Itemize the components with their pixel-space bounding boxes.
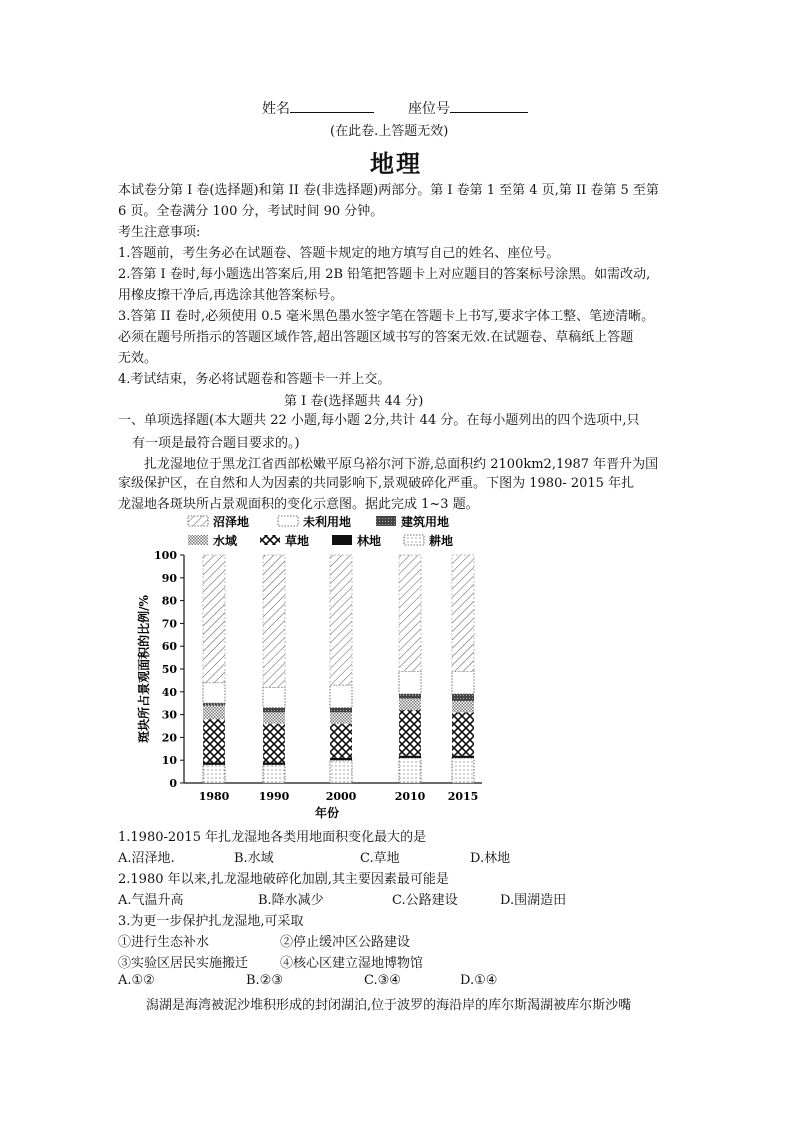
bar-segment bbox=[330, 708, 352, 713]
y-tick-label: 30 bbox=[161, 708, 177, 722]
x-tick-label: 1980 bbox=[198, 790, 230, 803]
x-tick-label: 2000 bbox=[325, 790, 357, 803]
bar-segment bbox=[399, 671, 421, 694]
bar-segment bbox=[203, 719, 225, 762]
section-instr-1: 一、单项选择题(本大题共 22 小题,每小题 2分,共计 44 分。在每小题列出的四个选项中,只 bbox=[118, 413, 640, 428]
q3-item-4: ④核心区建立湿地博物馆 bbox=[280, 956, 424, 971]
x-axis-label: 年份 bbox=[314, 806, 340, 820]
passage1-line-3: 龙湿地各斑块所占景观面积的变化示意图。据此完成 1~3 题。 bbox=[118, 497, 479, 512]
legend-label: 未利用地 bbox=[303, 515, 352, 529]
bar-segment bbox=[330, 724, 352, 758]
y-tick-label: 10 bbox=[161, 754, 177, 768]
chart-axes bbox=[136, 549, 482, 820]
bar-segment bbox=[452, 712, 474, 755]
question-2: 2.1980 年以来,扎龙湿地破碎化加剧,其主要因素最可能是 bbox=[118, 872, 449, 887]
rule-3a: 3.答第 II 卷时,必须使用 0.5 毫米黑色墨水签字笔在答题卡上书写,要求字体工整、笔迹清晰。 bbox=[118, 309, 655, 324]
bar-segment bbox=[263, 708, 285, 713]
intro-line-1: 本试卷分第 I 卷(选择题)和第 II 卷(非选择题)两部分。第 I 卷第 1 至第 4 页,第 II 卷第 5 至第 bbox=[118, 183, 659, 198]
bar-segment bbox=[203, 765, 225, 783]
seat-field bbox=[408, 98, 528, 118]
x-tick-label: 1990 bbox=[258, 790, 290, 803]
y-tick-label: 90 bbox=[161, 571, 177, 585]
bar-segment bbox=[452, 555, 474, 671]
bar-stack bbox=[203, 555, 225, 783]
bar-segment bbox=[330, 760, 352, 783]
exam-title: 地理 bbox=[370, 149, 422, 178]
stacked-bar-chart bbox=[130, 512, 490, 824]
q3-option-c[interactable]: C.③④ bbox=[364, 973, 401, 988]
bar-stack bbox=[452, 555, 474, 783]
bar-segment bbox=[330, 758, 352, 760]
bar-stack bbox=[263, 555, 285, 783]
y-tick-label: 40 bbox=[161, 685, 177, 699]
legend-swatch bbox=[188, 516, 208, 526]
bar-segment bbox=[263, 762, 285, 764]
bar-segment bbox=[263, 724, 285, 763]
y-tick-label: 20 bbox=[161, 731, 177, 745]
q3-option-b[interactable]: B.②③ bbox=[246, 973, 283, 988]
y-tick-label: 50 bbox=[161, 663, 177, 676]
name-blank bbox=[290, 98, 374, 113]
bar-segment bbox=[452, 671, 474, 694]
bar-segment bbox=[399, 758, 421, 783]
bar-segment bbox=[452, 756, 474, 758]
q2-option-d[interactable]: D.围湖造田 bbox=[500, 893, 567, 908]
q1-option-a[interactable]: A.沼泽地. bbox=[118, 851, 175, 866]
bar-stack bbox=[399, 555, 421, 783]
legend-swatch bbox=[260, 535, 280, 545]
q3-item-1: ①进行生态补水 bbox=[118, 935, 210, 950]
question-1: 1.1980-2015 年扎龙湿地各类用地面积变化最大的是 bbox=[118, 830, 427, 845]
q1-option-b[interactable]: B.水域 bbox=[234, 851, 274, 866]
q3-item-3: ③实验区居民实施搬迁 bbox=[118, 956, 249, 971]
bar-segment bbox=[452, 758, 474, 783]
q3-option-a[interactable]: A.①② bbox=[118, 973, 155, 988]
bar-segment bbox=[330, 712, 352, 723]
bar-stack bbox=[330, 555, 352, 783]
bar-segment bbox=[263, 555, 285, 687]
rule-2b: 用橡皮擦干净后,再选涂其他答案标号。 bbox=[118, 288, 344, 303]
section-instr-2: 有一项是最符合题目要求的。) bbox=[132, 436, 300, 451]
rule-3b: 必须在题号所指示的答题区域作答,超出答题区域书写的答案无效.在试题卷、草稿纸上答题 bbox=[118, 330, 634, 345]
x-tick-label: 2015 bbox=[447, 790, 479, 803]
legend-swatch bbox=[278, 516, 298, 526]
legend-label: 建筑用地 bbox=[401, 515, 450, 529]
bar-segment bbox=[203, 762, 225, 764]
bar-segment bbox=[203, 705, 225, 719]
q2-option-a[interactable]: A.气温升高 bbox=[118, 893, 184, 908]
y-tick-label: 70 bbox=[161, 617, 177, 631]
chart-legend bbox=[188, 514, 453, 548]
bar-segment bbox=[399, 710, 421, 756]
q3-item-2: ②停止缓冲区公路建设 bbox=[280, 935, 411, 950]
y-tick-label: 60 bbox=[161, 640, 177, 654]
legend-label: 水域 bbox=[213, 534, 238, 548]
legend-label: 耕地 bbox=[429, 534, 454, 548]
legend-swatch bbox=[332, 535, 352, 545]
x-tick-label: 2010 bbox=[394, 790, 426, 803]
y-tick-label: 100 bbox=[154, 549, 177, 562]
seat-blank bbox=[450, 98, 528, 113]
q2-option-b[interactable]: B.降水减少 bbox=[258, 893, 324, 908]
section-heading: 第 I 卷(选择题共 44 分) bbox=[284, 394, 424, 409]
bar-segment bbox=[203, 683, 225, 704]
bar-segment bbox=[452, 694, 474, 701]
bar-segment bbox=[263, 687, 285, 708]
seat-label: 座位号 bbox=[408, 101, 450, 117]
rule-3c: 无效。 bbox=[118, 351, 158, 366]
intro-line-2: 6 页。全卷满分 100 分，考试时间 90 分钟。 bbox=[118, 204, 384, 219]
chart-bars bbox=[203, 555, 474, 783]
passage1-line-1: 扎龙湿地位于黑龙江省西部松嫩平原乌裕尔河下游,总面积约 2100km2,1987 年晋升为国 bbox=[144, 457, 659, 472]
question-3: 3.为更一步保护扎龙湿地,可采取 bbox=[118, 914, 304, 929]
bar-segment bbox=[399, 699, 421, 710]
name-label: 姓名 bbox=[262, 101, 290, 117]
legend-swatch bbox=[404, 535, 424, 545]
legend-label: 草地 bbox=[285, 534, 310, 548]
legend-label: 沼泽地 bbox=[213, 515, 250, 529]
invalid-note: (在此卷.上答题无效) bbox=[330, 124, 449, 139]
name-field bbox=[262, 98, 374, 118]
bar-segment bbox=[399, 756, 421, 758]
y-axis-label: 斑块所占景观面积的比例/% bbox=[137, 595, 151, 743]
y-tick-label: 80 bbox=[161, 594, 177, 608]
legend-swatch bbox=[188, 535, 208, 545]
q2-option-c[interactable]: C.公路建设 bbox=[392, 893, 458, 908]
q3-option-d[interactable]: D.①④ bbox=[460, 973, 498, 988]
passage2-line-1: 潟湖是海湾被泥沙堆积形成的封闭湖泊,位于波罗的海沿岸的库尔斯渴湖被库尔斯沙嘴 bbox=[146, 998, 632, 1013]
bar-segment bbox=[399, 694, 421, 699]
bar-segment bbox=[452, 701, 474, 712]
legend-label: 林地 bbox=[357, 534, 382, 548]
notice-heading: 考生注意事项: bbox=[118, 225, 201, 240]
bar-segment bbox=[263, 765, 285, 783]
bar-segment bbox=[263, 712, 285, 723]
bar-segment bbox=[399, 555, 421, 671]
rule-1: 1.答题前，考生务必在试题卷、答题卡规定的地方填写自己的姓名、座位号。 bbox=[118, 246, 560, 261]
bar-segment bbox=[330, 685, 352, 708]
rule-4: 4.考试结束，务必将试题卷和答题卡一并上交。 bbox=[118, 372, 391, 387]
passage1-line-2: 家级保护区，在自然和人为因素的共同影响下,景观破碎化严重。下图为 1980- 2015 年扎 bbox=[118, 476, 635, 491]
legend-swatch bbox=[376, 516, 396, 526]
bar-segment bbox=[203, 555, 225, 683]
q1-option-d[interactable]: D.林地 bbox=[470, 851, 511, 866]
rule-2a: 2.答第 I 卷时,每小题选出答案后,用 2B 铅笔把答题卡上对应题目的答案标号涂黑。如需改动, bbox=[118, 267, 651, 282]
q1-option-c[interactable]: C.草地 bbox=[360, 851, 400, 866]
y-tick-label: 0 bbox=[169, 777, 177, 790]
bar-segment bbox=[330, 555, 352, 685]
